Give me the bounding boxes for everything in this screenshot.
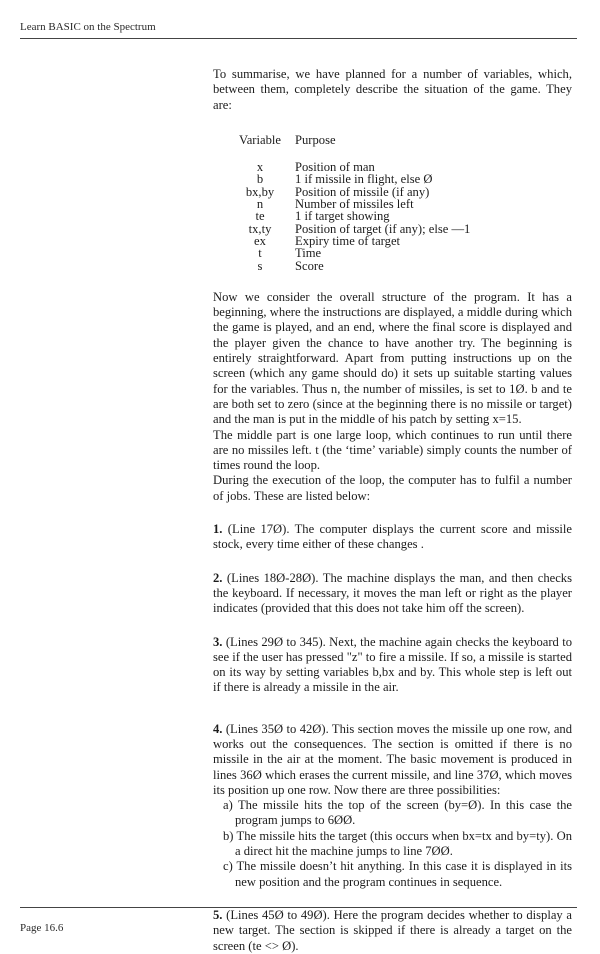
column-header-purpose: Purpose — [295, 132, 336, 147]
job-number: 1. — [213, 522, 223, 537]
variable-name: tx,ty — [248, 221, 272, 236]
job-text: (Line 17Ø). The computer displays the current score and missile stock, every time either of these changes . — [213, 522, 572, 552]
variable-name: bx,by — [245, 184, 275, 199]
intro-paragraph: To summarise, we have planned for a number of variables, which, between them, completely describe the situation of the game. They are: — [213, 67, 572, 112]
job-number: 4. — [213, 721, 223, 736]
job-text: (Lines 45Ø to 49Ø). Here the program decides whether to display a new target. The section is skipped if there is already a target on the screen (te <> Ø). — [213, 907, 572, 953]
job-number: 5. — [213, 907, 223, 922]
variable-purpose: Score — [295, 258, 324, 273]
column-header-variable: Variable — [239, 132, 281, 147]
footer-rule — [20, 907, 577, 908]
job-item — [213, 571, 572, 617]
running-head: Learn BASIC on the Spectrum — [20, 21, 156, 33]
variable-purpose: Number of missiles left — [295, 197, 414, 212]
variable-purpose: Expiry time of target — [295, 233, 401, 248]
variable-name: x — [256, 160, 264, 175]
table-row — [225, 210, 470, 222]
page-number: Page 16.6 — [20, 922, 64, 934]
possibility-item: b) The missile hits the target (this occurs when bx=tx and by=ty). On a direct hit the machine jumps to line 7ØØ. — [223, 828, 572, 859]
job-text: (Lines 18Ø-28Ø). The machine displays the man, and then checks the keyboard. If necessary, it moves the man left or right as the player indicates (provided that this does not take him off the screen). — [213, 570, 572, 616]
variable-name: n — [256, 197, 264, 212]
structure-paragraph: During the execution of the loop, the computer has to fulfil a number of jobs. These are listed below: — [213, 473, 572, 503]
job-item — [213, 722, 572, 798]
variable-purpose: Position of man — [295, 160, 375, 175]
variable-name: te — [255, 209, 265, 224]
variable-purpose: Time — [295, 246, 322, 261]
job-item — [213, 522, 572, 553]
variable-name: ex — [254, 233, 266, 248]
variable-purpose: Position of target (if any); else —1 — [295, 221, 471, 236]
possibility-item: c) The missile doesn’t hit anything. In this case it is displayed in its new position and the program continues in sequence. — [223, 859, 572, 889]
table-row — [225, 247, 470, 259]
possibilities-list — [213, 798, 572, 890]
header-rule — [20, 38, 577, 39]
variable-name: s — [257, 258, 263, 273]
job-number: 2. — [213, 570, 223, 585]
structure-paragraph: Now we consider the overall structure of the program. It has a beginning, where the instructions are displayed, a middle during which the game is played, and an end, where the final score is displayed and the player given the chance to have another try. The beginning is entirely straightforward. Apart from putting instructions up on the screen (which any game should do) it sets up suitable starting values for the variables. Thus n, the number of missiles, is set to 1Ø. b and te are both set to zero (since at the beginning there is no missile or target) and the man is put in the middle of his patch by setting x=15. — [213, 289, 572, 427]
variable-purpose: Position of missile (if any) — [295, 184, 430, 199]
job-number: 3. — [213, 634, 223, 649]
variable-purpose: 1 if missile in flight, else Ø — [295, 172, 433, 187]
job-item — [213, 908, 572, 954]
variable-name: b — [256, 172, 264, 187]
table-row — [225, 260, 470, 272]
structure-paragraph: The middle part is one large loop, which continues to run until there are no missiles left. t (the ‘time’ variable) simply counts the number of times round the loop. — [213, 427, 572, 473]
variable-name: t — [258, 246, 262, 261]
job-text: (Lines 35Ø to 42Ø). This section moves the missile up one row, and works out the consequences. The section is omitted if there is no missile in the air at the moment. The basic movement is produced in lines 36Ø which erases the current missile, and line 37Ø, which moves its position up one row. Now there are three possibilities: — [213, 721, 572, 797]
table-row — [225, 173, 470, 185]
job-item — [213, 635, 572, 696]
variable-purpose: 1 if target showing — [295, 209, 390, 224]
job-text: (Lines 29Ø to 345). Next, the machine again checks the keyboard to see if the user has pressed "z" to fire a missile. If so, a missile is started on its way by setting variables b,bx and by. This whole step is left out if there is already a missile in the air. — [213, 634, 572, 695]
possibility-item: a) The missile hits the top of the screen (by=Ø). In this case the program jumps to 6ØØ. — [223, 798, 572, 828]
table-header-row — [225, 134, 470, 161]
main-column — [213, 67, 572, 954]
variables-table — [225, 134, 470, 272]
